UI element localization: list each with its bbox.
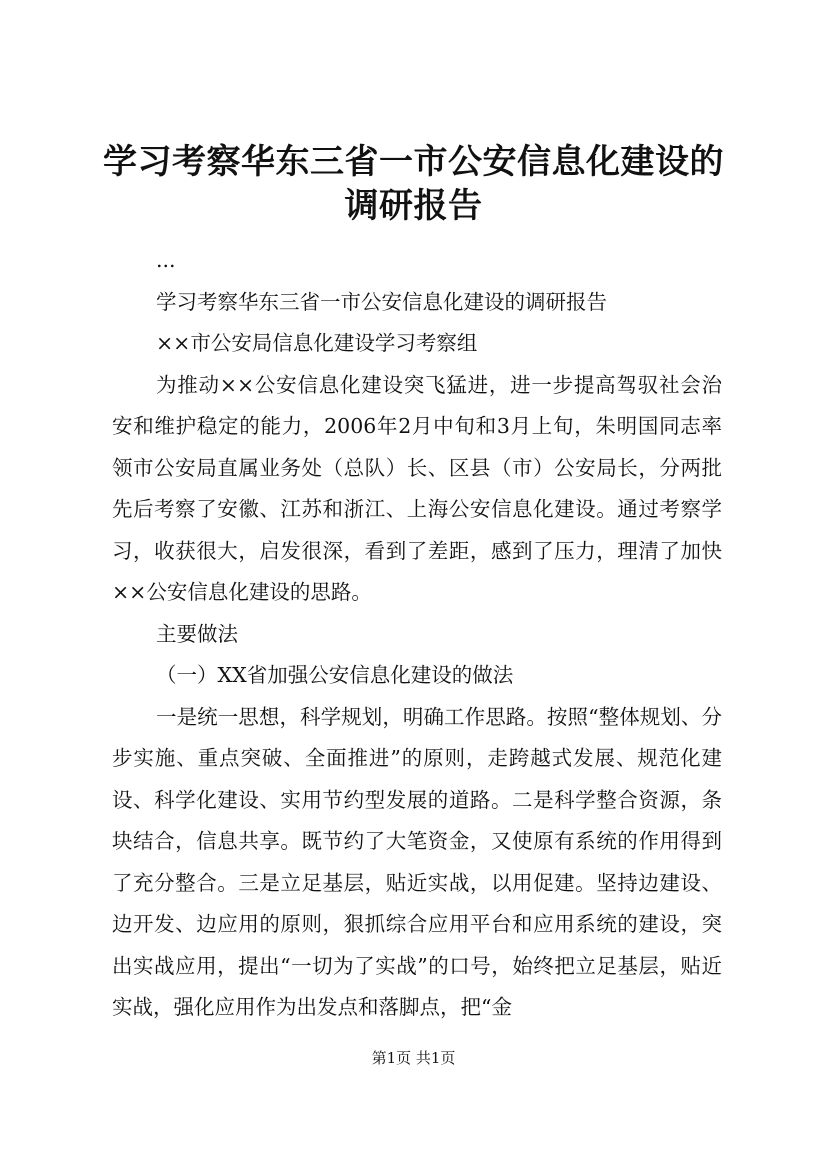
document-title: 学习考察华东三省一市公安信息化建设的调研报告 (103, 142, 724, 226)
subtitle-line: 学习考察华东三省一市公安信息化建设的调研报告 (156, 289, 607, 314)
intro-paragraph: 为推动××公安信息化建设突飞猛进，进一步提高驾驭社会治安和维护稳定的能力，2006年2月中旬和3月上旬，朱明国同志率领市公安局直属业务处（总队）长、区县（市）公安局长，分两批先后考察了安徽、江苏和浙江、上海公安信息化建设。通过考察学习，收获很大，启发很深，看到了差距，感到了压力，理清了加快××公安信息化建设的思路。 (112, 372, 722, 604)
ellipsis-line: ... (156, 248, 176, 272)
subsection-heading: （一）XX省加强公安信息化建设的做法 (156, 663, 514, 687)
document-body (112, 240, 722, 1029)
section-heading: 主要做法 (156, 621, 238, 646)
author-line: ××市公安局信息化建设学习考察组 (156, 331, 478, 355)
body-paragraph: 一是统一思想，科学规划，明确工作思路。按照“整体规划、分步实施、重点突破、全面推进”的原则，走跨越式发展、规范化建设、科学化建设、实用节约型发展的道路。二是科学整合资源，条块结合，信息共享。既节约了大笔资金，又使原有系统的作用得到了充分整合。三是立足基层，贴近实战，以用促建。坚持边建设、边开发、边应用的原则，狠抓综合应用平台和应用系统的建设，突出实战应用，提出“一切为了实战”的口号，始终把立足基层，贴近实战，强化应用作为出发点和落脚点，把“金 (112, 704, 722, 1019)
page-footer: 第1页 共1页 (371, 1049, 456, 1067)
